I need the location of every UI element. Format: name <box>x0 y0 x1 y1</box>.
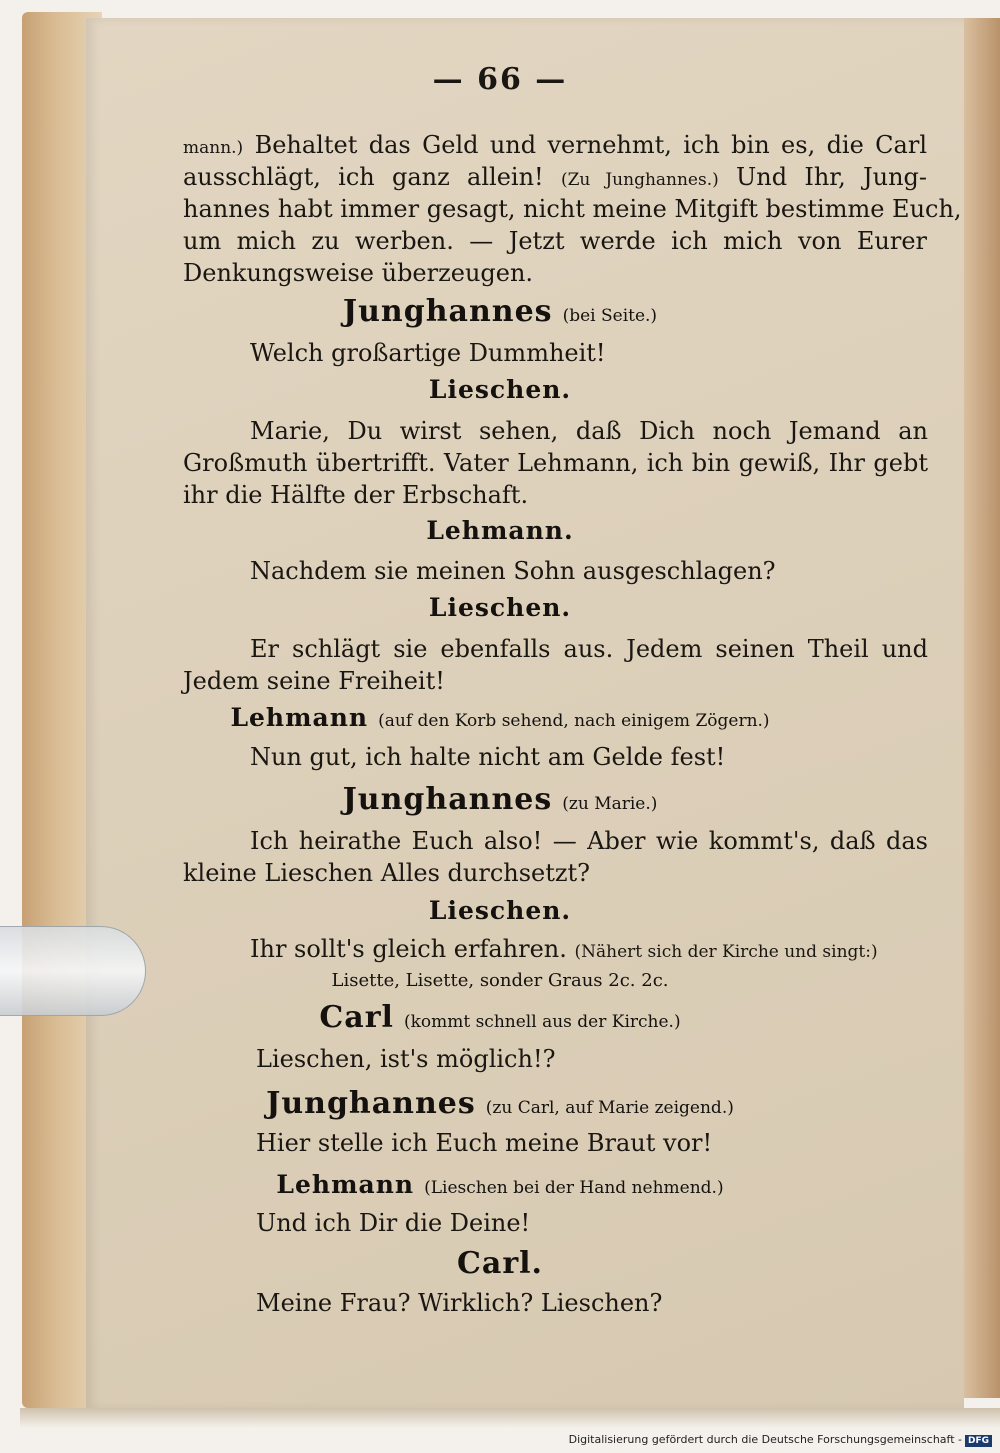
song-line: Lisette, Lisette, sonder Graus 2c. 2c. <box>331 970 669 991</box>
dfg-logo: DFG <box>965 1435 992 1447</box>
speaker-heading: Junghannes (bei Seite.) <box>342 294 658 329</box>
speaker-heading: Lehmann (auf den Korb sehend, nach einigem Zögern.) <box>230 703 770 732</box>
text-line: Ich heirathe Euch also! — Aber wie kommt's, daß das <box>250 827 928 855</box>
speaker-heading: Lieschen. <box>428 896 572 925</box>
text-line: ausschlägt, ich ganz allein! (Zu Junghannes.) Und Ihr, Jung- <box>183 163 927 191</box>
text-line: ihr die Hälfte der Erbschaft. <box>183 481 529 509</box>
speaker-heading: Lehmann (Lieschen bei der Hand nehmend.) <box>276 1170 724 1199</box>
speaker-heading: Junghannes (zu Marie.) <box>342 782 658 817</box>
text-line: Denkungsweise überzeugen. <box>183 259 534 287</box>
text-line: Und ich Dir die Deine! <box>256 1209 531 1237</box>
text-line: um mich zu werben. — Jetzt werde ich mich von Eurer <box>183 227 927 255</box>
text-line: mann.) Behaltet das Geld und vernehmt, ich bin es, die Carl <box>183 131 927 159</box>
text-line: hannes habt immer gesagt, nicht meine Mitgift bestimme Euch, <box>183 195 962 223</box>
page-number: — 66 — <box>432 62 568 97</box>
speaker-heading: Lieschen. <box>428 375 572 404</box>
text-line: Nun gut, ich halte nicht am Gelde fest! <box>250 743 726 771</box>
text-line: Marie, Du wirst sehen, daß Dich noch Jemand an <box>250 417 928 445</box>
text-line: Welch großartige Dummheit! <box>250 339 606 367</box>
text-line: Meine Frau? Wirklich? Lieschen? <box>256 1289 663 1317</box>
page-bottom-shadow <box>20 1408 1000 1428</box>
text-line: Hier stelle ich Euch meine Braut vor! <box>256 1129 713 1157</box>
text-line: Ihr sollt's gleich erfahren. (Nähert sich der Kirche und singt:) <box>250 935 878 963</box>
digitization-credit: Digitalisierung gefördert durch die Deutsche Forschungsgemeinschaft - DFG <box>569 1433 992 1447</box>
text-line: Nachdem sie meinen Sohn ausgeschlagen? <box>250 557 776 585</box>
speaker-heading: Lehmann. <box>426 516 574 545</box>
speaker-heading: Lieschen. <box>428 593 572 622</box>
text-line: Jedem seine Freiheit! <box>183 667 445 695</box>
text-line: Großmuth übertrifft. Vater Lehmann, ich bin gewiß, Ihr gebt <box>183 449 928 477</box>
text-line: kleine Lieschen Alles durchsetzt? <box>183 859 591 887</box>
text-line: Lieschen, ist's möglich!? <box>256 1045 556 1073</box>
speaker-heading: Carl. <box>457 1246 543 1281</box>
speaker-heading: Junghannes (zu Carl, auf Marie zeigend.) <box>266 1086 734 1121</box>
speaker-heading: Carl (kommt schnell aus der Kirche.) <box>319 1000 681 1035</box>
text-line: Er schlägt sie ebenfalls aus. Jedem seinen Theil und <box>250 635 928 663</box>
